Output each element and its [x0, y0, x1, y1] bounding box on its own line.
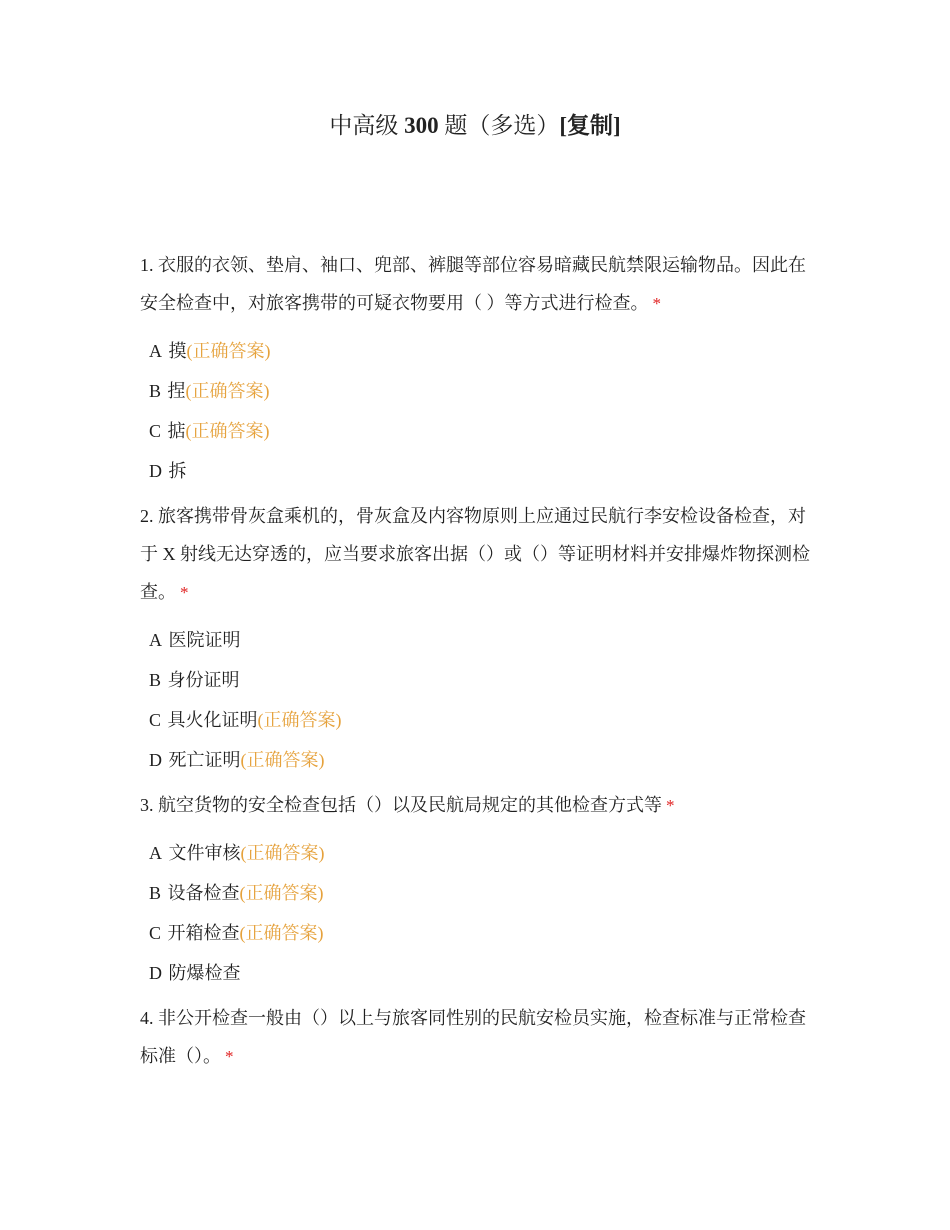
question-item: [140, 999, 820, 1076]
correct-answer-label: (正确答案): [185, 421, 270, 441]
title-prefix: 中高级: [329, 113, 399, 138]
option-letter: D: [149, 750, 162, 770]
question-body: 非公开检查一般由（）以上与旅客同性别的民航安检员实施，检查标准与正常检查标准（）。: [140, 1008, 806, 1066]
copy-tag: [复制]: [559, 113, 621, 138]
required-mark: *: [666, 796, 675, 815]
required-mark: *: [652, 294, 661, 313]
option-letter: B: [149, 381, 162, 401]
required-mark: *: [225, 1047, 234, 1066]
option-list: [140, 620, 820, 780]
option-b[interactable]: [149, 660, 820, 700]
option-letter: A: [149, 630, 162, 650]
option-letter: C: [149, 923, 162, 943]
option-letter: B: [149, 883, 162, 903]
option-c[interactable]: [149, 913, 820, 953]
question-number: 3.: [140, 795, 154, 815]
option-text: 具火化证明: [167, 710, 258, 730]
correct-answer-label: (正确答案): [240, 843, 325, 863]
option-list: [140, 331, 820, 491]
option-letter: C: [149, 421, 162, 441]
question-text: [140, 999, 820, 1076]
option-b[interactable]: [149, 873, 820, 913]
question-text: [140, 786, 820, 825]
question-body: 衣服的衣领、垫肩、袖口、兜部、裤腿等部位容易暗藏民航禁限运输物品。因此在安全检查中，对旅客携带的可疑衣物要用（ ）等方式进行检查。: [140, 255, 806, 313]
option-text: 拆: [168, 461, 187, 481]
option-d[interactable]: [149, 740, 820, 780]
option-text: 掂: [167, 421, 186, 441]
required-mark: *: [180, 583, 189, 602]
question-item: [140, 497, 820, 780]
question-number: 1.: [140, 255, 154, 275]
correct-answer-label: (正确答案): [239, 883, 324, 903]
correct-answer-label: (正确答案): [186, 341, 271, 361]
question-number: 2.: [140, 506, 154, 526]
question-text: [140, 246, 820, 323]
correct-answer-label: (正确答案): [239, 923, 324, 943]
option-text: 防爆检查: [168, 963, 241, 983]
title-number: 300: [404, 113, 439, 138]
option-a[interactable]: [149, 331, 820, 371]
option-c[interactable]: [149, 700, 820, 740]
option-a[interactable]: [149, 833, 820, 873]
question-item: [140, 246, 820, 491]
question-item: [140, 786, 820, 993]
option-c[interactable]: [149, 411, 820, 451]
question-text: [140, 497, 820, 612]
option-list: [140, 833, 820, 993]
option-a[interactable]: [149, 620, 820, 660]
correct-answer-label: (正确答案): [257, 710, 342, 730]
option-d[interactable]: [149, 953, 820, 993]
option-letter: A: [149, 341, 162, 361]
title-suffix: 题（多选）: [444, 113, 560, 138]
option-text: 开箱检查: [167, 923, 240, 943]
option-letter: D: [149, 963, 162, 983]
option-text: 医院证明: [168, 630, 241, 650]
option-text: 摸: [168, 341, 187, 361]
option-text: 文件审核: [168, 843, 241, 863]
option-text: 身份证明: [167, 670, 240, 690]
question-list: [140, 246, 820, 1082]
question-body: 旅客携带骨灰盒乘机的，骨灰盒及内容物原则上应通过民航行李安检设备检查，对于 X 射线无达穿透的，应当要求旅客出据（）或（）等证明材料并安排爆炸物探测检查。: [140, 506, 810, 602]
option-letter: B: [149, 670, 162, 690]
option-b[interactable]: [149, 371, 820, 411]
option-letter: C: [149, 710, 162, 730]
option-text: 设备检查: [167, 883, 240, 903]
option-text: 死亡证明: [168, 750, 241, 770]
page-title: [0, 110, 950, 142]
option-letter: A: [149, 843, 162, 863]
correct-answer-label: (正确答案): [185, 381, 270, 401]
option-letter: D: [149, 461, 162, 481]
question-number: 4.: [140, 1008, 154, 1028]
correct-answer-label: (正确答案): [240, 750, 325, 770]
option-text: 捏: [167, 381, 186, 401]
question-body: 航空货物的安全检查包括（）以及民航局规定的其他检查方式等: [158, 795, 662, 815]
option-d[interactable]: [149, 451, 820, 491]
